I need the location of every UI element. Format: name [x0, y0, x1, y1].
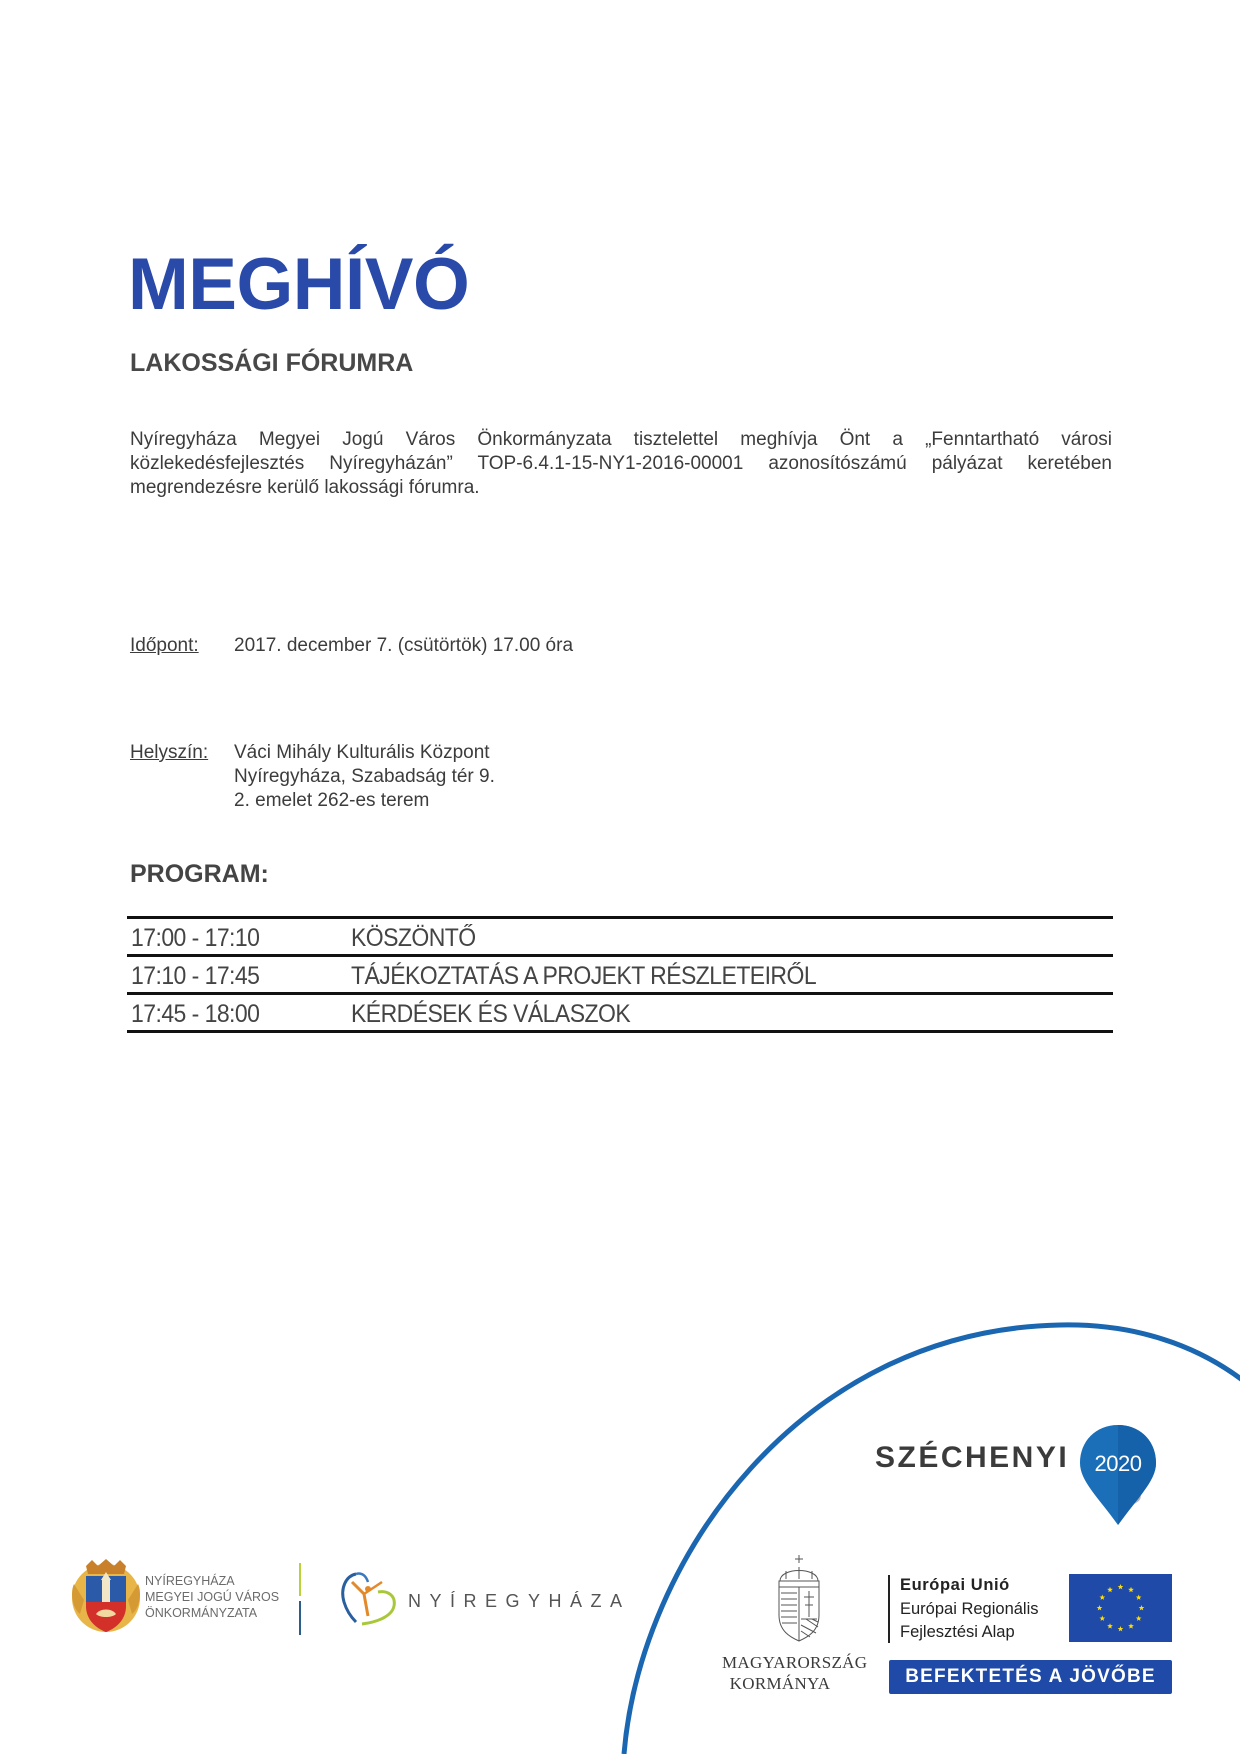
nyiregyhaza-heart-logo-icon [338, 1568, 398, 1626]
place-label: Helyszín: [130, 742, 209, 763]
program-title: KÖSZÖNTŐ [351, 924, 476, 952]
program-title: TÁJÉKOZTATÁS A PROJEKT RÉSZLETEIRŐL [351, 962, 817, 990]
city-name-line: MEGYEI JOGÚ VÁROS [145, 1590, 280, 1604]
logo-divider-blue [299, 1601, 301, 1635]
eu-line: Fejlesztési Alap [900, 1623, 1015, 1641]
szechenyi-wordmark: SZÉCHENYI [875, 1441, 1070, 1474]
eu-flag-icon [1069, 1574, 1172, 1642]
eu-line: Európai Regionális [900, 1599, 1039, 1618]
invest-slogan-banner: BEFEKTETÉS A JÖVŐBE [889, 1660, 1172, 1694]
eu-fund-name [900, 1574, 1039, 1645]
logo-divider-green [299, 1563, 301, 1596]
eu-divider [888, 1575, 890, 1643]
city-name-line: NYÍREGYHÁZA [145, 1574, 235, 1588]
government-line: MAGYARORSZÁG [722, 1653, 868, 1672]
program-row [127, 916, 1113, 954]
program-row [127, 992, 1113, 1033]
page-title: MEGHÍVÓ [128, 244, 470, 325]
page-subtitle: LAKOSSÁGI FÓRUMRA [130, 349, 414, 377]
date-value: 2017. december 7. (csütörtök) 17.00 óra [234, 635, 574, 656]
place-value [234, 741, 495, 813]
government-line: KORMÁNYA [729, 1674, 831, 1693]
program-time: 17:45 - 18:00 [131, 1000, 260, 1028]
program-heading: PROGRAM: [130, 860, 269, 888]
program-time: 17:00 - 17:10 [131, 924, 260, 952]
program-row [127, 954, 1113, 992]
program-title: KÉRDÉSEK ÉS VÁLASZOK [351, 1000, 631, 1028]
place-line: Váci Mihály Kulturális Központ [234, 742, 490, 763]
hungary-government-name [722, 1652, 868, 1694]
nyiregyhaza-brand-text: NYÍREGYHÁZA [408, 1591, 631, 1611]
intro-paragraph: Nyíregyháza Megyei Jogú Város Önkormányzata tisztelettel meghívja Önt a „Fenntartható városi közlekedésfejlesztés Nyíregyházán” TOP-6.4.1-15-NY1-2016-00001 azonosítószámú pályázat keretében megrendezésre kerülő lakossági fórumra. [130, 429, 1112, 498]
hungary-coat-of-arms-icon [774, 1553, 824, 1643]
szechenyi-pin-icon [1078, 1423, 1158, 1527]
city-name-line: ÖNKORMÁNYZATA [145, 1606, 258, 1620]
program-time: 17:10 - 17:45 [131, 962, 260, 990]
city-coat-of-arms-icon [68, 1556, 144, 1638]
place-line: 2. emelet 262-es terem [234, 790, 430, 811]
city-government-name [145, 1573, 279, 1621]
date-label: Időpont: [130, 635, 199, 656]
szechenyi-year: 2020 [1094, 1451, 1142, 1476]
program-table [127, 916, 1113, 1033]
place-line: Nyíregyháza, Szabadság tér 9. [234, 766, 495, 787]
eu-line: Európai Unió [900, 1576, 1010, 1594]
